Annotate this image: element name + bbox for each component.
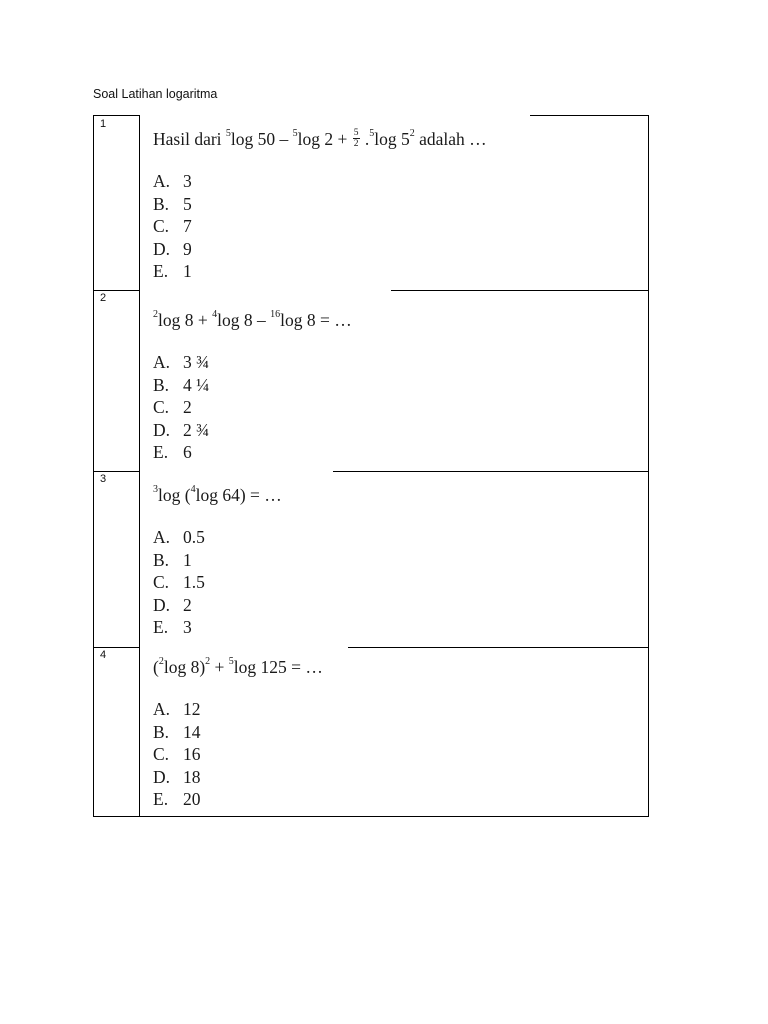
option-d: D. 18 xyxy=(153,766,201,787)
row-divider xyxy=(333,471,649,472)
fraction: $\frac{5}{2}$ xyxy=(353,128,359,150)
option-a: A. 3 xyxy=(153,171,192,191)
option-e: E. 1 xyxy=(153,261,192,281)
question-stem: $^2$log 8 + $^4$log 8 – $^{16}$log 8 = … xyxy=(153,309,352,330)
option-c: C. 1.5 xyxy=(153,572,205,592)
question-stem: Hasil dari $^5$log 50 – $^5$log 2 + $\frac{5}{2}$ .$^5$log $5^2$ adalah … xyxy=(153,128,487,150)
option-b: B. 1 xyxy=(153,549,192,570)
row-divider xyxy=(94,290,139,291)
option-b: B. 4 ¼ xyxy=(153,374,210,395)
option-e: E. 3 xyxy=(153,617,192,637)
option-c: C. 2 xyxy=(153,397,192,417)
question-number: 2 xyxy=(100,292,107,304)
document-title: Soal Latihan logaritma xyxy=(93,87,218,101)
option-b: B. 5 xyxy=(153,193,192,214)
answer-options xyxy=(153,170,487,283)
question-number: 4 xyxy=(100,649,107,661)
row-divider xyxy=(94,471,139,472)
row-divider xyxy=(348,647,649,648)
option-c: C. 16 xyxy=(153,744,201,764)
answer-options xyxy=(153,351,352,464)
number-column-divider xyxy=(139,116,140,816)
question-1 xyxy=(153,124,487,283)
option-b: B. 14 xyxy=(153,721,201,742)
answer-options xyxy=(153,698,323,811)
image-overlap xyxy=(140,115,530,117)
option-e: E. 20 xyxy=(153,789,201,809)
option-a: A. 12 xyxy=(153,699,201,719)
question-number: 1 xyxy=(100,118,107,130)
option-d: D. 2 xyxy=(153,594,192,615)
question-stem: ($^2$log 8)$^2$ + $^5$log 125 = … xyxy=(153,656,323,677)
question-3 xyxy=(153,480,282,639)
question-stem: $^3$log ($^4$log 64) = … xyxy=(153,484,282,505)
row-divider xyxy=(94,647,139,648)
option-d: D. 9 xyxy=(153,238,192,259)
option-c: C. 7 xyxy=(153,216,192,236)
question-2 xyxy=(153,305,352,464)
row-divider xyxy=(391,290,649,291)
answer-options xyxy=(153,526,282,639)
question-4 xyxy=(153,652,323,811)
question-number: 3 xyxy=(100,473,107,485)
option-d: D. 2 ¾ xyxy=(153,419,210,440)
option-a: A. 0.5 xyxy=(153,527,205,547)
question-table xyxy=(93,115,649,817)
option-a: A. 3 ¾ xyxy=(153,352,210,372)
option-e: E. 6 xyxy=(153,442,192,462)
